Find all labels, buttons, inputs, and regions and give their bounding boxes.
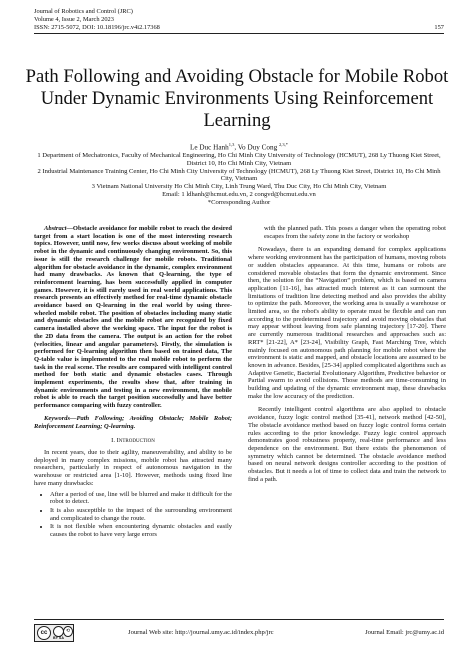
affiliation-2: 2 Industrial Maintenance Training Center, Ho Chi Minh City University of Technology (HCMUT), 268 Ly Thuong Kiet Street, District 10, Ho Chi Minh City, Vietnam xyxy=(37,167,441,183)
affiliation-3: 3 Vietnam National University Ho Chi Minh City, Linh Trung Ward, Thu Duc City, Ho Chi Minh City, Vietnam xyxy=(91,183,387,191)
author-line: Le Duc Hanh$^{1,3}$, Vo Duy Cong $^{2,3,*}$ xyxy=(189,142,288,152)
header-rule xyxy=(34,33,444,34)
left-column xyxy=(34,225,232,540)
list-item: • It is also susceptible to the impact of the surrounding environment and complicated to change the route. xyxy=(50,507,232,522)
corresponding-author-note: *Corresponding Author xyxy=(207,198,271,206)
abstract-label: Abstract xyxy=(44,225,67,232)
share-alike-icon: ⟲ xyxy=(63,626,73,637)
intro-paragraph-2: Nowadays, there is an expanding demand for complex applications where working environment has the participation of humans, moving robots or sudden obstacles appearance. At this time, humans or robots are considered movable obstacles that form the dynamic environment. Since then, the solution for the “Navigation” problem, which is based on camera application [11-16], has attracted much interest as it can surmount the limitations of tradition line detecting method and also provides the ability to optimize the path. Moreover, the working area is usually a warehouse or limited area, so the robot's ability to operate must be flexible and can run according to the predetermined trajectory and avoid moving obstacles that may appear without leaving from safe planning trajectory [17-20]. There are currently numerous traditional researches and approaches such as: RRT* [21-22], A* [23-24], Visibility Graph, Fast Marching Tree, which mainly focused on autonomous path planning for mobile robot where the environment is static and mapped, and obstacle locations are assumed to be known in advance. Besides, [25-34] applied complicated algorithms such as Adaptive Genetic, Bacterial Evolutionary Algorithm, Predictive behavior or Partial swarm to avoid collisions. Those methods are time-consuming in building and updating of the dynamic environment map, these drawbacks make the low accuracy of the prediction. xyxy=(248,246,446,400)
list-item: • It is not flexible when encountering dynamic obstacles and easily causes the robot to have very large errors xyxy=(50,523,232,538)
journal-website-link[interactable]: Journal Web site: http://journal.umy.ac.id/index.php/jrc xyxy=(128,629,274,636)
journal-email-link[interactable]: Journal Email: jrc@umy.ac.id xyxy=(365,629,444,636)
intro-paragraph-1: In recent years, due to their agility, maneuverability, and ability to be deployed in many complex missions, mobile robot has attracted many researchers, particularly in respect of autonomous navigation in the warehouse or restricted area [1-10]. However, methods using fixed line have many drawbacks: xyxy=(34,448,232,487)
page-number: 157 xyxy=(434,23,444,31)
affiliations xyxy=(34,152,444,207)
right-column xyxy=(248,225,446,484)
list-item: • After a period of use, line will be blurred and make it difficult for the robot to detect. xyxy=(50,491,232,506)
keywords: Keywords—Path Following; Avoiding Obstacle; Mobile Robot; Reinforcement Learning; Q-learning. xyxy=(34,414,232,430)
abstract-text: —Obstacle avoidance for mobile robot to reach the desired target from a start location is one of the most interesting research topics. However, until now, few works discuss about working of mobile robot in the dynamic and continuously changing environment. So, this issue is still the research challenge for mobile robots. Traditional algorithm for obstacle avoidance in the dynamic, complex environment had many drawbacks. As known that Q-learning, the type of reinforcement learning, has been successfully applied in computer games. However, it is still rarely used in real world applications. This research presents an effectively method for real-time dynamic obstacle avoidance based on Q-learning in the real world by using three-wheeled mobile robot. The position of obstacles including many static and dynamic obstacles and the mobile robot are recognized by fixed camera installed above the working space. The input for the robot is the 2D data from the camera. The output is an action for the robot (velocities, linear and angular parameters). Firstly, the simulation is performed for Q-learning algorithm then based on trained data, The Q-table value is implemented to the real mobile robot to perform the task in the real scene. The results are compared with intelligent control method for both static and dynamic obstacles cases. Through implement experiments, the results show that, after training in dynamic environments and testing in a new environment, the mobile robot is able to reach the target position successfully and have better performance comparing with fuzzy controller. xyxy=(34,225,232,410)
drawbacks-list xyxy=(34,491,232,539)
affiliation-1: 1 Department of Mechatronics, Faculty of Mechanical Engineering, Ho Chi Minh City University of Technology (HCMUT), 268 Ly Thuong Kiet Street, District 10, Ho Chi Minh City, Vietnam xyxy=(37,152,441,167)
abstract xyxy=(34,225,232,410)
footer-rule xyxy=(34,619,444,620)
journal-name: Journal of Robotics and Control (JRC) xyxy=(34,8,133,15)
section-heading-introduction: I. Introduction xyxy=(111,437,155,445)
journal-issn-doi: ISSN: 2715-5072, DOI: 10.18196/jrc.v4i2.17368 xyxy=(34,23,160,31)
page-footer xyxy=(34,622,444,646)
bullet-continuation: with the planned path. This poses a danger when the operating robot escapes from the safety zone in the factory or workshop xyxy=(264,225,446,240)
license-label: BY SA xyxy=(53,636,64,640)
running-header xyxy=(34,8,444,31)
journal-volume: Volume 4, Issue 2, March 2023 xyxy=(34,15,114,23)
creative-commons-icon: cc xyxy=(37,626,51,640)
author-emails: Email: 1 ldhanh@hcmut.edu.vn, 2 congvd@hcmut.edu.vn xyxy=(162,190,316,198)
intro-paragraph-3: Recently intelligent control algorithms are also applied to obstacle avoidance, fuzzy logic control method [35-41], network method [42-50], The obstacle avoidance method based on fuzzy logic control forms certain rules according to the prior knowledge. Fuzzy logic control approach demonstrates good robustness property, real-time performance and less dependence on the environment. But there exists the phenomenon of symmetry which cannot be determined. The obstacle avoidance method based on neural network designs controller according to the position of obstacles. But it needs a lot of time to collect data and train the network to find a path. xyxy=(248,406,446,483)
paper-title: Path Following and Avoiding Obstacle for Mobile Robot Under Dynamic Environments Using Reinforcement Learning xyxy=(25,66,449,131)
cc-license-badge[interactable] xyxy=(34,624,74,642)
